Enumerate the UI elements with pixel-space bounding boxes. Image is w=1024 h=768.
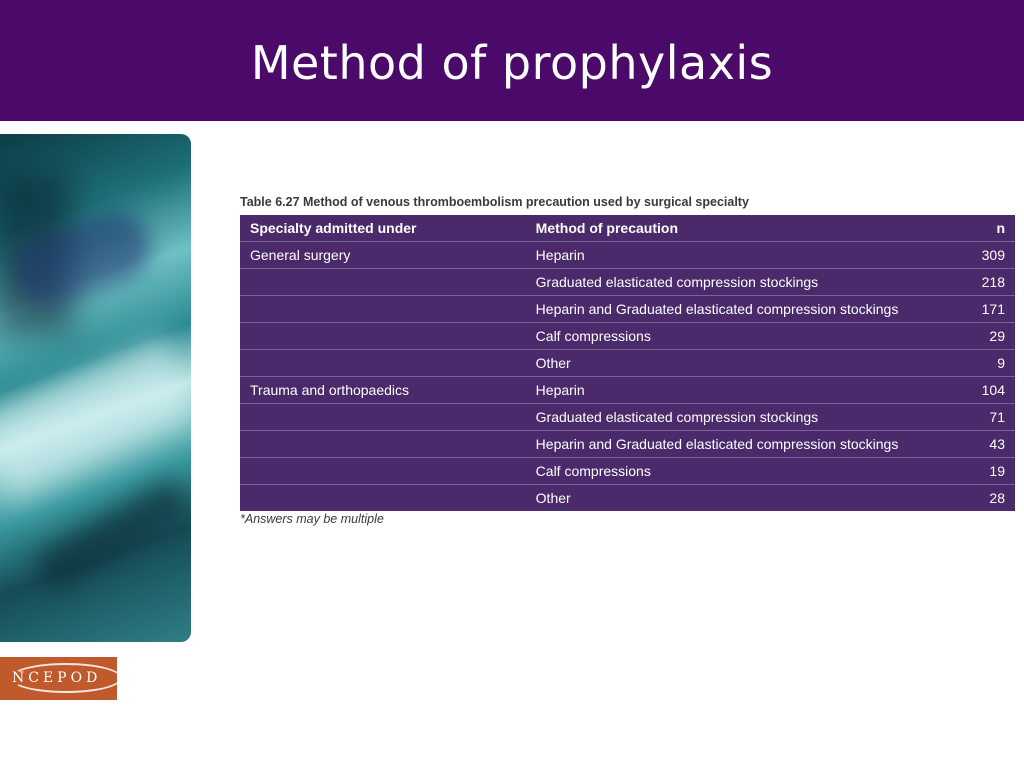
cell-specialty xyxy=(240,404,526,431)
cell-n: 9 xyxy=(972,350,1015,377)
cell-method: Other xyxy=(535,490,571,506)
cell-specialty: General surgery xyxy=(240,242,526,269)
cell-specialty xyxy=(240,296,526,323)
cell-specialty: Trauma and orthopaedics xyxy=(240,377,526,404)
table-row xyxy=(240,269,1015,296)
cell-specialty xyxy=(240,485,526,512)
table-row xyxy=(240,458,1015,485)
cell-specialty xyxy=(240,269,526,296)
table-row xyxy=(240,323,1015,350)
cell-n: 171 xyxy=(972,296,1015,323)
cell-specialty xyxy=(240,458,526,485)
cell-n: 218 xyxy=(972,269,1015,296)
table-row xyxy=(240,431,1015,458)
table-row xyxy=(240,404,1015,431)
cell-method: Calf compressions xyxy=(526,323,972,350)
cell-specialty xyxy=(240,350,526,377)
cell-method: Graduated elasticated compression stockings xyxy=(526,269,972,296)
cell-specialty xyxy=(240,431,526,458)
table-row xyxy=(240,350,1015,377)
cell-method: Calf compressions xyxy=(526,458,972,485)
cell-method: Heparin and Graduated elasticated compression stockings xyxy=(526,296,972,323)
cell-specialty xyxy=(240,323,526,350)
table-header-row xyxy=(240,215,1015,242)
cell-n: 43 xyxy=(972,431,1015,458)
cell-method: Heparin xyxy=(526,377,972,404)
ncepod-logo xyxy=(0,657,117,700)
table-row xyxy=(240,485,1015,512)
table-row xyxy=(240,296,1015,323)
slide-title: Method of prophylaxis xyxy=(250,36,774,90)
table-row xyxy=(240,377,1015,404)
cell-n: 71 xyxy=(972,404,1015,431)
header-n: n xyxy=(972,215,1015,242)
cell-method: Graduated elasticated compression stockings xyxy=(526,404,972,431)
cell-method: Heparin xyxy=(526,242,972,269)
table-footnote: *Answers may be multiple xyxy=(240,512,384,526)
logo-text: NCEPOD xyxy=(12,670,102,686)
cell-method: Heparin and Graduated elasticated compression stockings xyxy=(526,431,972,458)
cell-method: Other xyxy=(526,350,972,377)
cell-n: 28 xyxy=(989,490,1005,506)
header-method: Method of precaution xyxy=(526,215,972,242)
header-specialty: Specialty admitted under xyxy=(240,215,526,242)
cell-n: 104 xyxy=(972,377,1015,404)
table-row xyxy=(240,242,1015,269)
title-bar xyxy=(0,0,1024,121)
hospital-photo xyxy=(0,134,191,642)
cell-n: 309 xyxy=(972,242,1015,269)
cell-n: 19 xyxy=(972,458,1015,485)
table-caption: Table 6.27 Method of venous thromboembolism precaution used by surgical specialty xyxy=(240,195,749,209)
cell-n: 29 xyxy=(972,323,1015,350)
precaution-table xyxy=(240,215,1015,511)
